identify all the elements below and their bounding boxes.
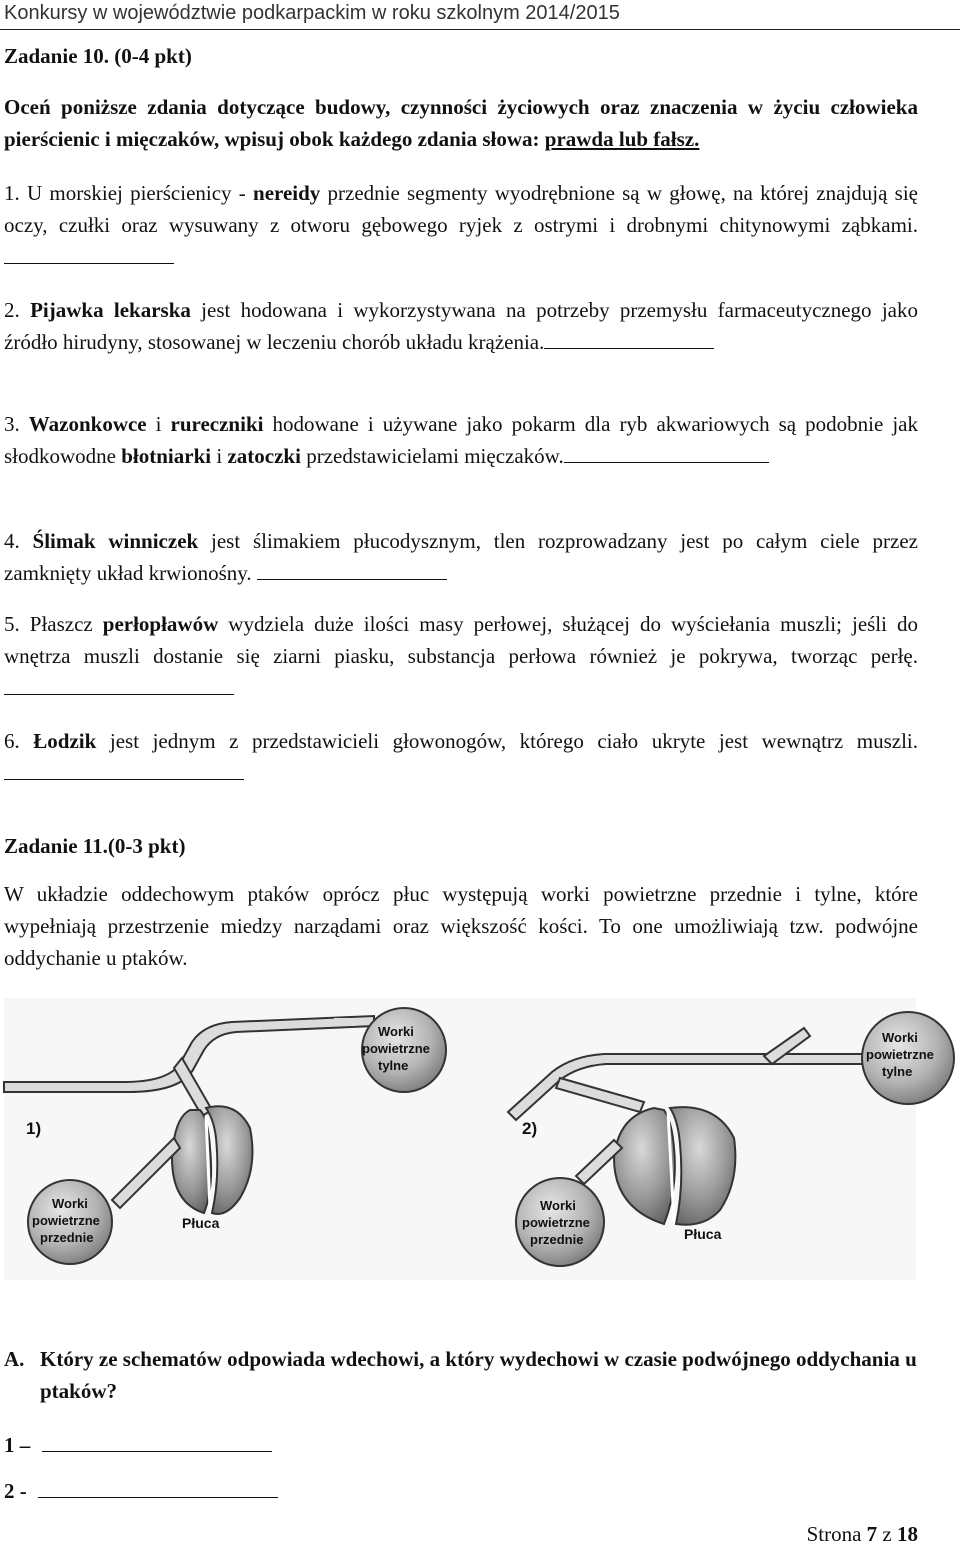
statement-6: 6. Łodzik jest jednym z przedstawicieli głowonogów, którego ciało ukryte jest wewnątrz muszli. [4, 725, 918, 789]
front-sac-label-line: przednie [40, 1230, 94, 1245]
page-of: z [877, 1522, 897, 1546]
statement-3: 3. Wazonkowce i rureczniki hodowane i używane jako pokarm dla ryb akwariowych są podobnie jak słodkowodne błotniarki i zatoczki przedstawicielami mięczaków. [4, 412, 918, 468]
answer-blank-2[interactable] [544, 347, 714, 349]
rear-sac-label-line: tylne [378, 1058, 409, 1073]
front-sac-label-line: powietrzne [522, 1215, 590, 1230]
front-sac-label-line: przednie [530, 1232, 584, 1247]
statement-number: 2. [4, 298, 20, 322]
front-sac-label-line: Worki [52, 1196, 88, 1211]
statement-1: 1. U morskiej pierścienicy - nereidy przednie segmenty wyodrębnione są w głowę, na której znajdują się oczy, czułki oraz wysuwany z otworu gębowego ryjek z ostrymi i drobnymi chitynowymi ząbkami. [4, 177, 918, 273]
page-label: Strona [806, 1522, 867, 1546]
answer-blank-3[interactable] [564, 461, 769, 463]
statement-key-term: Pijawka lekarska [30, 298, 191, 322]
rear-sac-label-line: Worki [378, 1024, 414, 1039]
statement-5: 5. Płaszcz perłopławów wydziela duże ilości masy perłowej, służącej do wyściełania muszli; jeśli do wnętrza muszli dostanie się ziarni piasku, substancja perłowa również je pokrywa, tworząc perłę. [4, 608, 918, 704]
statement-2: 2. Pijawka lekarska jest hodowana i wykorzystywana na potrzeby przemysłu farmaceutycznego jako źródło hirudyny, stosowanej w leczeniu chorób układu krążenia. [4, 298, 919, 354]
answer-2-blank[interactable] [38, 1496, 278, 1498]
lungs-label: Płuca [684, 1226, 722, 1242]
rear-sac-label-line: tylne [882, 1064, 913, 1079]
statement-4: 4. Ślimak winniczek jest ślimakiem płucodysznym, tlen rozprowadzany jest po całym ciele przez zamknięty układ krwionośny. [4, 529, 918, 585]
question-text: Który ze schematów odpowiada wdechowi, a który wydechowi w czasie podwójnego oddychania u ptaków? [40, 1347, 917, 1403]
statement-key-term: perłopławów [102, 612, 219, 636]
statement-number: 1. [4, 181, 20, 205]
statement-key-term: Łodzik [33, 729, 97, 753]
rear-sac-label-line: Worki [882, 1030, 918, 1045]
answer-blank-1[interactable] [4, 262, 174, 264]
answer-1-row [4, 1429, 918, 1461]
front-sac-label-line: powietrzne [32, 1213, 100, 1228]
diagram-number: 2) [522, 1119, 538, 1138]
task10-instruction-text: Oceń poniższe zdania dotyczące budowy, czynności życiowych oraz znaczenia w życiu człowieka pierścienic i mięczaków, wpisuj obok każdego zdania słowa: [4, 95, 918, 151]
answer-1-label: 1 – [4, 1433, 31, 1457]
header-rule [0, 29, 960, 30]
answer-blank-5[interactable] [4, 693, 234, 695]
page-footer [807, 1522, 918, 1547]
statement-number: 5. [4, 612, 20, 636]
diagram-number: 1) [26, 1119, 42, 1138]
statement-number: 3. [4, 412, 20, 436]
task11-intro: W układzie oddechowym ptaków oprócz płuc występują worki powietrzne przednie i tylne, które wypełniają przestrzenie miedzy narządami oraz większość kości. To one umożliwiają tzw. podwójne oddychanie u ptaków. [4, 882, 918, 970]
page-total: 18 [897, 1522, 918, 1546]
answer-1-blank[interactable] [42, 1450, 272, 1452]
front-sac-label-line: Worki [540, 1198, 576, 1213]
statement-key-term: Ślimak winniczek [32, 529, 199, 553]
rear-sac-label-line: powietrzne [866, 1047, 934, 1062]
statement-key-term: Wazonkowce [28, 412, 147, 436]
answer-2-row [4, 1475, 918, 1507]
statement-number: 6. [4, 729, 20, 753]
statement-key-term: zatoczki [227, 444, 301, 468]
answer-2-label: 2 - [4, 1479, 27, 1503]
answer-blank-6[interactable] [4, 778, 244, 780]
statement-number: 4. [4, 529, 20, 553]
lungs-label: Płuca [182, 1215, 220, 1231]
question-a [4, 1343, 918, 1407]
task10-title: Zadanie 10. (0-4 pkt) [4, 44, 192, 68]
answer-blank-4[interactable] [257, 578, 447, 580]
task11-title: Zadanie 11.(0-3 pkt) [4, 834, 186, 858]
task10-instruction-answer-words: prawda lub fałsz. [544, 127, 700, 151]
air-sacs-figure [4, 998, 934, 1280]
statement-key-term: błotniarki [121, 444, 212, 468]
page-number: 7 [866, 1522, 878, 1546]
statement-key-term: nereidy [253, 181, 321, 205]
air-sacs-diagram [4, 998, 934, 1280]
rear-sac-label-line: powietrzne [362, 1041, 430, 1056]
question-letter: A. [4, 1347, 25, 1371]
task10-instruction [4, 91, 918, 155]
statement-key-term: rureczniki [170, 412, 264, 436]
page-header: Konkursy w województwie podkarpackim w roku szkolnym 2014/2015 [4, 2, 620, 24]
